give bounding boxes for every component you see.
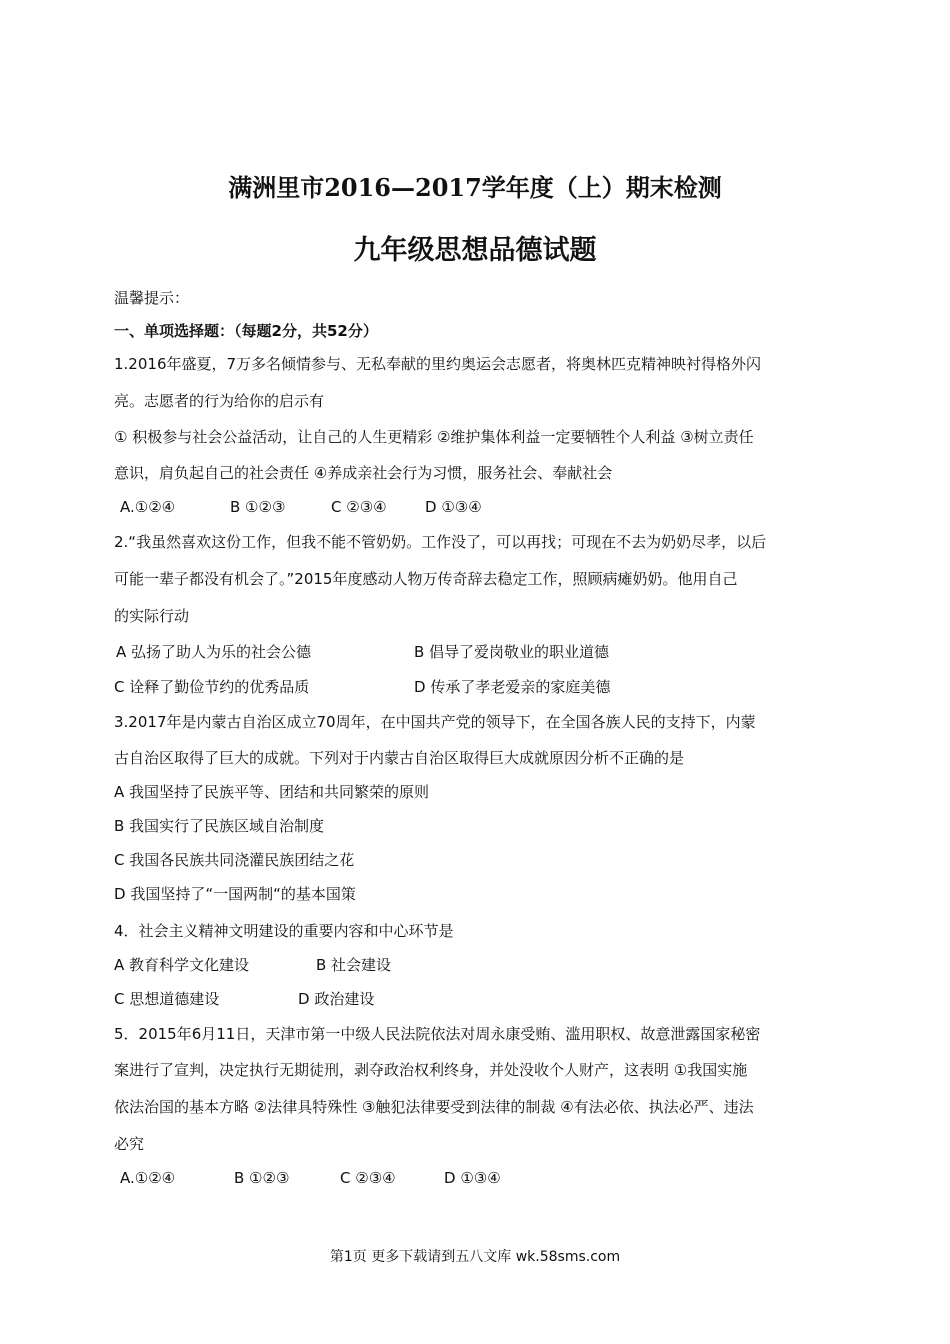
q3-option-b: B 我国实行了民族区域自治制度 [114,817,325,835]
q1-line3: ① 积极参与社会公益活动，让自己的人生更精彩 ②维护集体利益一定要牺牲个人利益 ③树立责任 [114,428,754,446]
q2-line2: 可能一辈子都没有机会了。”2015年度感动人物万传奇辞去稳定工作，照顾病瘫奶奶。他用自己 [114,570,738,588]
q1-option-c: C ②③④ [331,498,387,516]
q1-option-b: B ①②③ [230,498,286,516]
q5-line2: 案进行了宣判，决定执行无期徒刑，剥夺政治权利终身，并处没收个人财产，这表明 ①我国实施 [114,1061,748,1079]
q1-option-d: D ①③④ [425,498,482,516]
q4-option-c: C 思想道德建设 [114,990,220,1008]
q4-option-b: B 社会建设 [316,956,392,974]
q5-option-b: B ①②③ [234,1169,290,1187]
q2-option-c: C 诠释了勤俭节约的优秀品质 [114,678,310,696]
q3-option-d: D 我国坚持了“一国两制“的基本国策 [114,885,356,903]
tip-label: 温馨提示： [114,289,190,307]
q3-option-a: A 我国坚持了民族平等、团结和共同繁荣的原则 [114,783,430,801]
exam-title: 满洲里市2016—2017学年度（上）期末检测 [228,173,722,202]
q4-line1: 4．社会主义精神文明建设的重要内容和中心环节是 [114,922,454,940]
q5-line4: 必究 [114,1135,145,1153]
q2-line3: 的实际行动 [114,607,190,625]
page-footer: 第1页 更多下载请到五八文库 wk.58sms.com [329,1249,621,1265]
q4-option-d: D 政治建设 [298,990,375,1008]
q4-option-a: A 教育科学文化建设 [114,956,250,974]
q1-line2: 亮。志愿者的行为给你的启示有 [114,392,325,410]
section-heading: 一、单项选择题：（每题2分，共52分） [114,322,378,340]
q3-line1: 3.2017年是内蒙古自治区成立70周年，在中国共产党的领导下，在全国各族人民的支持下，内蒙 [114,713,756,731]
q2-line1: 2.“我虽然喜欢这份工作，但我不能不管奶奶。工作没了，可以再找；可现在不去为奶奶尽孝，以后 [114,533,767,551]
q1-option-a: A.①②④ [120,498,176,516]
q3-option-c: C 我国各民族共同浇灌民族团结之花 [114,851,355,869]
q1-line4: 意识，肩负起自己的社会责任 ④养成亲社会行为习惯，服务社会、奉献社会 [114,464,613,482]
q1-line1: 1.2016年盛夏，7万多名倾情参与、无私奉献的里约奥运会志愿者，将奥林匹克精神映衬得格外闪 [114,355,762,373]
q5-option-d: D ①③④ [444,1169,501,1187]
q5-line3: 依法治国的基本方略 ②法律具特殊性 ③触犯法律要受到法律的制裁 ④有法必依、执法必严、违法 [114,1098,754,1116]
q3-line2: 古自治区取得了巨大的成就。下列对于内蒙古自治区取得巨大成就原因分析不正确的是 [114,749,685,767]
exam-subtitle: 九年级思想品德试题 [353,235,597,266]
q5-option-a: A.①②④ [120,1169,176,1187]
q5-line1: 5．2015年6月11日，天津市第一中级人民法院依法对周永康受贿、滥用职权、故意泄露国家秘密 [114,1025,761,1043]
q5-option-c: C ②③④ [340,1169,396,1187]
q2-option-a: A 弘扬了助人为乐的社会公德 [116,643,312,661]
q2-option-d: D 传承了孝老爱亲的家庭美德 [414,678,611,696]
q2-option-b: B 倡导了爱岗敬业的职业道德 [414,643,610,661]
